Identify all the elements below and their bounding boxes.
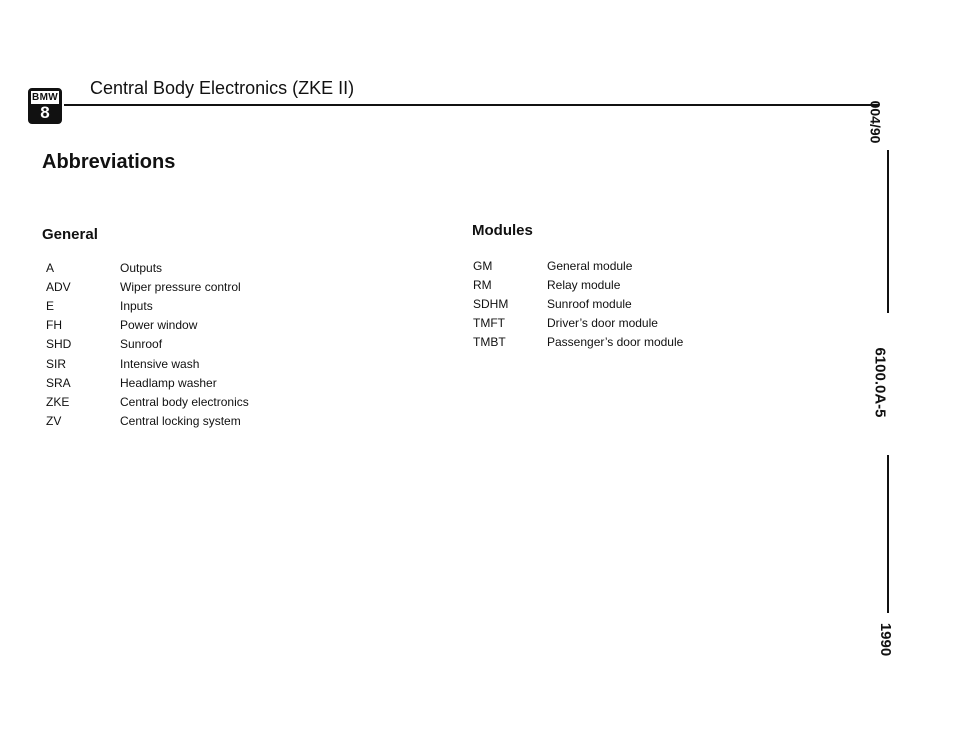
bmw-8-logo bbox=[28, 88, 62, 124]
abbreviation: ADV bbox=[46, 279, 71, 294]
document-title: Central Body Electronics (ZKE II) bbox=[90, 78, 355, 98]
table-row bbox=[473, 333, 683, 352]
table-row bbox=[473, 294, 683, 313]
definition: Sunroof module bbox=[547, 296, 632, 311]
definition: Relay module bbox=[547, 277, 621, 292]
year: 1990 bbox=[877, 622, 895, 657]
abbreviation: SHD bbox=[46, 337, 72, 352]
definition: Wiper pressure control bbox=[120, 279, 241, 294]
table-row bbox=[46, 277, 249, 296]
abbreviation: GM bbox=[473, 258, 493, 273]
abbreviation: SRA bbox=[46, 375, 71, 390]
abbreviation: A bbox=[46, 260, 55, 275]
table-row bbox=[46, 373, 249, 392]
margin-rule bbox=[887, 150, 889, 313]
logo-series-number: 8 bbox=[40, 103, 50, 122]
table-row bbox=[46, 392, 249, 411]
definition: Central locking system bbox=[120, 414, 241, 429]
table-row bbox=[46, 316, 249, 335]
definition: Power window bbox=[120, 318, 198, 333]
abbreviation: TMBT bbox=[473, 335, 506, 350]
definition: Sunroof bbox=[120, 337, 163, 352]
table-row bbox=[46, 354, 249, 373]
definition: Outputs bbox=[120, 260, 163, 275]
abbreviation: SIR bbox=[46, 356, 67, 371]
definition: Passenger’s door module bbox=[547, 335, 684, 350]
header-divider bbox=[64, 104, 879, 106]
definition: Driver’s door module bbox=[547, 316, 658, 331]
table-row bbox=[473, 314, 683, 333]
definition: General module bbox=[547, 258, 633, 273]
abbreviation: ZKE bbox=[46, 394, 70, 409]
table-row bbox=[473, 275, 683, 294]
margin-rule bbox=[887, 455, 889, 613]
definition: Central body electronics bbox=[120, 394, 249, 409]
modules-table bbox=[473, 256, 683, 352]
abbreviation: E bbox=[46, 298, 55, 313]
date-code: 004/90 bbox=[867, 100, 884, 144]
table-row bbox=[46, 296, 249, 315]
modules-heading: Modules bbox=[472, 222, 533, 239]
logo-brand-text: BMW bbox=[32, 92, 58, 103]
abbreviation: RM bbox=[473, 277, 492, 292]
abbreviation: ZV bbox=[46, 414, 62, 429]
abbreviation: TMFT bbox=[473, 316, 505, 331]
definition: Inputs bbox=[120, 298, 153, 313]
abbreviation: SDHM bbox=[473, 296, 509, 311]
table-row bbox=[473, 256, 683, 275]
table-row bbox=[46, 412, 249, 431]
table-row bbox=[46, 335, 249, 354]
table-row bbox=[46, 258, 249, 277]
page-number: 6100.0A-5 bbox=[871, 347, 889, 418]
section-title: Abbreviations bbox=[42, 151, 176, 173]
general-heading: General bbox=[42, 226, 98, 243]
general-table bbox=[46, 258, 249, 431]
abbreviation: FH bbox=[46, 318, 62, 333]
definition: Headlamp washer bbox=[120, 375, 217, 390]
definition: Intensive wash bbox=[120, 356, 200, 371]
